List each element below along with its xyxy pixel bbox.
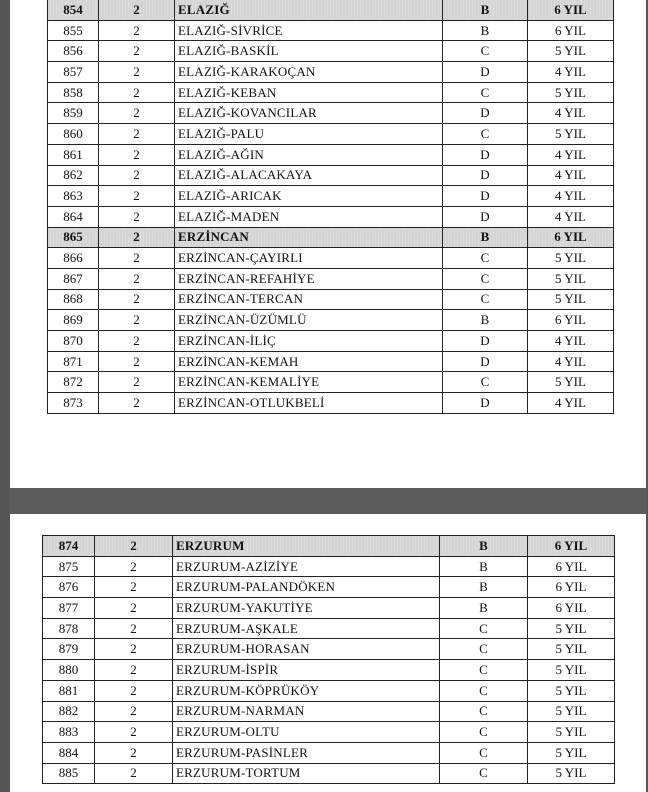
district-name: ERZİNCAN-TERCAN [175,289,443,310]
row-number: 858 [48,82,99,103]
duration-cell: 5 YIL [528,722,615,743]
table-row [48,20,614,41]
table-row [48,268,614,289]
duration-cell: 5 YIL [528,618,615,639]
table-row [48,103,614,124]
class-cell: C [443,248,528,269]
class-cell: D [443,351,528,372]
table-row [48,144,614,165]
group-cell: 2 [99,351,175,372]
group-cell: 2 [99,0,175,20]
district-name: ELAZIĞ-SİVRİCE [175,20,443,41]
table-row [48,82,614,103]
duration-cell: 6 YIL [528,310,614,331]
class-cell: D [443,144,528,165]
duration-cell: 5 YIL [528,639,615,660]
duration-cell: 4 YIL [528,103,614,124]
class-cell: B [443,0,528,20]
group-cell: 2 [99,206,175,227]
group-cell: 2 [99,393,175,414]
row-number: 865 [48,227,99,248]
duration-cell: 5 YIL [528,372,614,393]
class-cell: D [443,393,528,414]
district-table-2 [42,535,615,784]
class-cell: D [443,62,528,83]
class-cell: D [443,206,528,227]
row-number: 864 [48,206,99,227]
district-name: ELAZIĞ-AĞIN [175,144,443,165]
duration-cell: 5 YIL [528,289,614,310]
district-name: ERZİNCAN-KEMALİYE [175,372,443,393]
duration-cell: 5 YIL [528,660,615,681]
district-name: ERZURUM-AŞKALE [173,618,440,639]
district-name: ERZİNCAN-KEMAH [175,351,443,372]
district-name: ERZURUM-AZİZİYE [173,556,440,577]
duration-cell: 6 YIL [528,0,614,20]
district-name: ERZİNCAN-OTLUKBELİ [175,393,443,414]
row-number: 882 [43,701,95,722]
table-row [43,722,615,743]
group-cell: 2 [99,248,175,269]
duration-cell: 5 YIL [528,742,615,763]
class-cell: C [443,41,528,62]
table-row [48,186,614,207]
class-cell: C [443,372,528,393]
district-table-1 [47,0,614,414]
group-cell: 2 [99,186,175,207]
district-name: ERZURUM-PASİNLER [173,742,440,763]
class-cell: C [443,124,528,145]
group-cell: 2 [99,268,175,289]
row-number: 866 [48,248,99,269]
group-cell: 2 [95,639,173,660]
class-cell: B [440,577,528,598]
district-name: ELAZIĞ-ALACAKAYA [175,165,443,186]
class-cell: C [443,268,528,289]
group-cell: 2 [95,598,173,619]
row-number: 856 [48,41,99,62]
class-cell: D [443,103,528,124]
row-number: 877 [43,598,95,619]
duration-cell: 5 YIL [528,124,614,145]
group-cell: 2 [99,20,175,41]
duration-cell: 5 YIL [528,41,614,62]
duration-cell: 6 YIL [528,556,615,577]
row-number: 868 [48,289,99,310]
duration-cell: 4 YIL [528,393,614,414]
group-cell: 2 [99,310,175,331]
duration-cell: 4 YIL [528,144,614,165]
group-cell: 2 [99,165,175,186]
row-number: 878 [43,618,95,639]
district-name: ERZURUM-İSPİR [173,660,440,681]
row-number: 876 [43,577,95,598]
duration-cell: 6 YIL [528,227,614,248]
row-number: 854 [48,0,99,20]
group-cell: 2 [99,82,175,103]
province-row [48,227,614,248]
row-number: 855 [48,20,99,41]
class-cell: D [443,165,528,186]
group-cell: 2 [95,660,173,681]
group-cell: 2 [99,124,175,145]
district-name: ERZURUM-OLTU [173,722,440,743]
group-cell: 2 [95,618,173,639]
viewer-left-edge [0,0,10,792]
duration-cell: 4 YIL [528,206,614,227]
table-row [48,351,614,372]
duration-cell: 5 YIL [528,680,615,701]
row-number: 862 [48,165,99,186]
table-row [48,310,614,331]
row-number: 880 [43,660,95,681]
district-name: ERZURUM-PALANDÖKEN [173,577,440,598]
row-number: 869 [48,310,99,331]
group-cell: 2 [95,742,173,763]
table-row [48,165,614,186]
group-cell: 2 [95,722,173,743]
table-row [43,618,615,639]
class-cell: C [440,763,528,784]
district-name: ERZURUM [173,536,440,557]
district-name: ELAZIĞ-MADEN [175,206,443,227]
district-name: ERZURUM-TORTUM [173,763,440,784]
table-row [48,41,614,62]
district-name: ERZİNCAN-ÇAYIRLI [175,248,443,269]
group-cell: 2 [95,556,173,577]
table-row [43,598,615,619]
table-row [48,393,614,414]
duration-cell: 5 YIL [528,248,614,269]
table-row [48,331,614,352]
class-cell: B [440,598,528,619]
table-row [48,206,614,227]
group-cell: 2 [95,763,173,784]
table-row [43,556,615,577]
group-cell: 2 [95,680,173,701]
duration-cell: 5 YIL [528,268,614,289]
duration-cell: 4 YIL [528,62,614,83]
table-body [43,536,615,784]
class-cell: B [440,536,528,557]
district-name: ERZİNCAN-İLİÇ [175,331,443,352]
table-row [43,660,615,681]
duration-cell: 6 YIL [528,577,615,598]
class-cell: C [440,618,528,639]
province-row [48,0,614,20]
group-cell: 2 [95,701,173,722]
row-number: 863 [48,186,99,207]
table-row [48,248,614,269]
district-name: ERZURUM-KÖPRÜKÖY [173,680,440,701]
row-number: 861 [48,144,99,165]
row-number: 857 [48,62,99,83]
duration-cell: 6 YIL [528,598,615,619]
group-cell: 2 [99,372,175,393]
row-number: 883 [43,722,95,743]
duration-cell: 5 YIL [528,82,614,103]
page-separator [0,488,648,514]
district-name: ELAZIĞ-KOVANCILAR [175,103,443,124]
district-name: ERZİNCAN [175,227,443,248]
table-row [43,701,615,722]
row-number: 879 [43,639,95,660]
class-cell: B [443,227,528,248]
table-row [43,742,615,763]
duration-cell: 4 YIL [528,165,614,186]
class-cell: C [440,680,528,701]
table-row [48,124,614,145]
row-number: 867 [48,268,99,289]
class-cell: D [443,331,528,352]
district-name: ERZURUM-HORASAN [173,639,440,660]
table-row [48,289,614,310]
duration-cell: 6 YIL [528,536,615,557]
district-name: ERZURUM-YAKUTİYE [173,598,440,619]
row-number: 873 [48,393,99,414]
class-cell: C [440,660,528,681]
row-number: 860 [48,124,99,145]
group-cell: 2 [99,41,175,62]
group-cell: 2 [99,62,175,83]
district-name: ERZİNCAN-REFAHİYE [175,268,443,289]
row-number: 872 [48,372,99,393]
table-row [43,763,615,784]
group-cell: 2 [99,144,175,165]
table-row [48,62,614,83]
class-cell: C [440,742,528,763]
province-row [43,536,615,557]
group-cell: 2 [99,289,175,310]
table-row [48,372,614,393]
table-body [48,0,614,413]
table-row [43,639,615,660]
group-cell: 2 [95,536,173,557]
class-cell: C [443,289,528,310]
row-number: 885 [43,763,95,784]
class-cell: D [443,186,528,207]
district-name: ELAZIĞ-KEBAN [175,82,443,103]
class-cell: C [440,701,528,722]
district-name: ELAZIĞ [175,0,443,20]
group-cell: 2 [99,227,175,248]
class-cell: B [443,20,528,41]
row-number: 871 [48,351,99,372]
group-cell: 2 [99,103,175,124]
class-cell: C [440,722,528,743]
duration-cell: 5 YIL [528,763,615,784]
duration-cell: 5 YIL [528,701,615,722]
district-name: ELAZIĞ-BASKİL [175,41,443,62]
duration-cell: 6 YIL [528,20,614,41]
group-cell: 2 [99,331,175,352]
district-name: ERZURUM-NARMAN [173,701,440,722]
district-name: ELAZIĞ-PALU [175,124,443,145]
district-name: ELAZIĞ-KARAKOÇAN [175,62,443,83]
row-number: 859 [48,103,99,124]
table-row [43,577,615,598]
table-row [43,680,615,701]
district-name: ERZİNCAN-ÜZÜMLÜ [175,310,443,331]
district-name: ELAZIĞ-ARICAK [175,186,443,207]
row-number: 884 [43,742,95,763]
class-cell: C [443,82,528,103]
class-cell: C [440,639,528,660]
duration-cell: 4 YIL [528,186,614,207]
class-cell: B [440,556,528,577]
class-cell: B [443,310,528,331]
row-number: 870 [48,331,99,352]
group-cell: 2 [95,577,173,598]
duration-cell: 4 YIL [528,331,614,352]
duration-cell: 4 YIL [528,351,614,372]
row-number: 881 [43,680,95,701]
row-number: 875 [43,556,95,577]
row-number: 874 [43,536,95,557]
